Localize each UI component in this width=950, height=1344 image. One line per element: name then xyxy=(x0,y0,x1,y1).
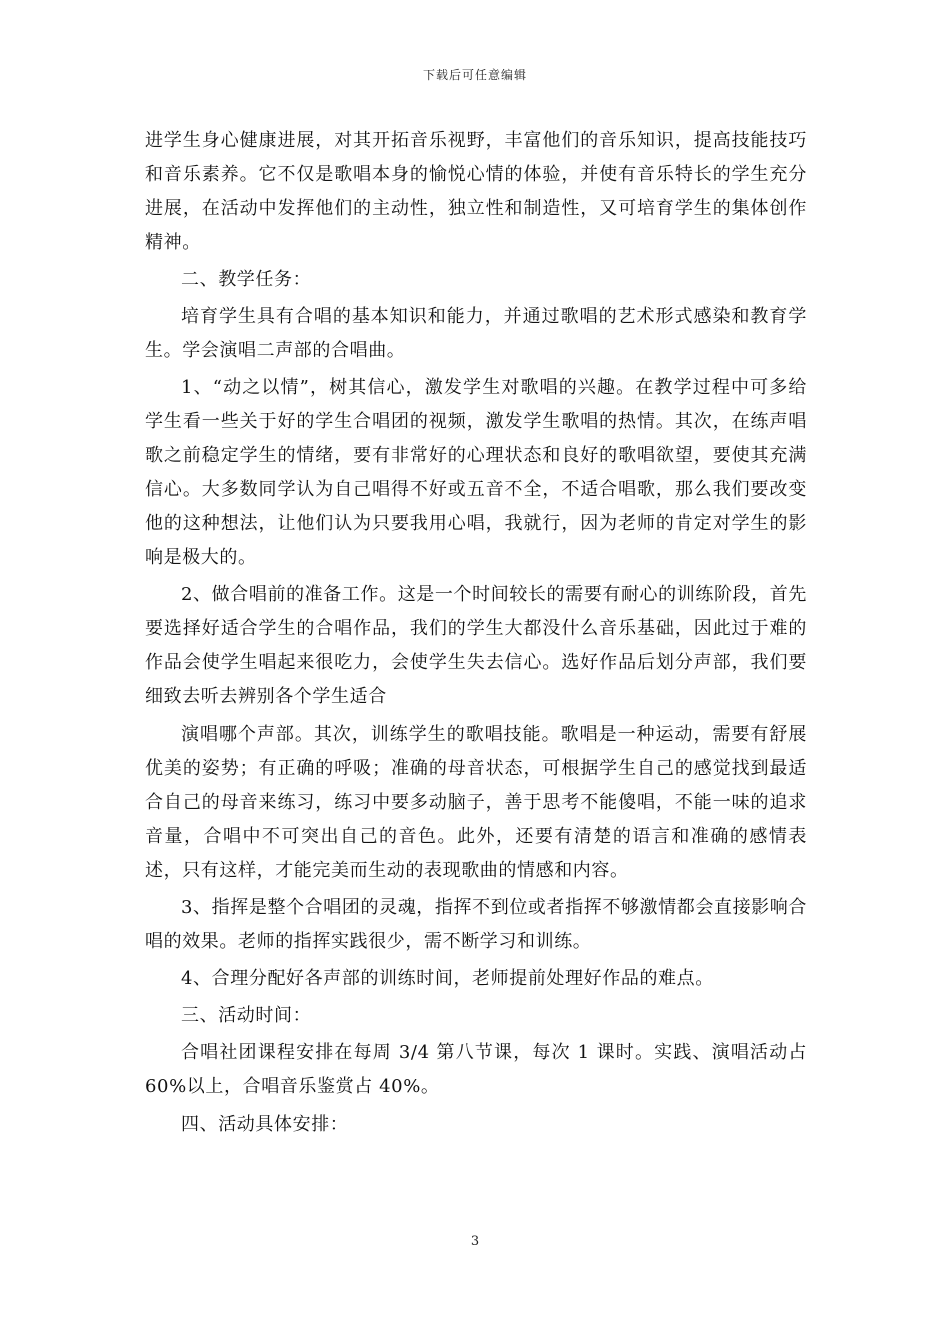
heading-teaching-tasks: 二、教学任务： xyxy=(181,269,312,290)
paragraph-teaching-goal: 培育学生具有合唱的基本知识和能力，并通过歌唱的艺术形式感染和教育学生。学会演唱二声部的合唱曲。 xyxy=(145,306,807,361)
paragraph-activity-time: 合唱社团课程安排在每周 3/4 第八节课，每次 1 课时。实践、演唱活动占 60%以上，合唱音乐鉴赏占 40%。 xyxy=(145,1042,807,1097)
page-header: 下载后可任意编辑 xyxy=(422,68,527,82)
heading-activity-time: 三、活动时间： xyxy=(181,1005,312,1026)
paragraph-task-1: 1、“动之以情”，树其信心，激发学生对歌唱的兴趣。在教学过程中可多给学生看一些关于好的学生合唱团的视频，激发学生歌唱的热情。其次，在练声唱歌之前稳定学生的情绪，要有非常好的心理状态和良好的歌唱欲望，要使其充满信心。大多数同学认为自己唱得不好或五音不全，不适合唱歌，那么我们要改变他的这种想法，让他们认为只要我用心唱，我就行，因为老师的肯定对学生的影响是极大的。 xyxy=(145,377,807,568)
document-body xyxy=(145,124,807,1142)
paragraph-task-2-continued: 演唱哪个声部。其次，训练学生的歌唱技能。歌唱是一种运动，需要有舒展优美的姿势；有正确的呼吸；准确的母音状态，可根据学生自己的感觉找到最适合自己的母音来练习，练习中要多动脑子，善于思考不能傻唱，不能一味的追求音量，合唱中不可突出自己的音色。此外，还要有清楚的语言和准确的感情表述，只有这样，才能完美而生动的表现歌曲的情感和内容。 xyxy=(145,724,807,881)
paragraph-intro-continued: 进学生身心健康进展，对其开拓音乐视野，丰富他们的音乐知识，提高技能技巧和音乐素养。它不仅是歌唱本身的愉悦心情的体验，并使有音乐特长的学生充分进展，在活动中发挥他们的主动性，独立性和制造性，又可培育学生的集体创作精神。 xyxy=(145,130,807,253)
paragraph-task-3: 3、指挥是整个合唱团的灵魂，指挥不到位或者指挥不够激情都会直接影响合唱的效果。老师的指挥实践很少，需不断学习和训练。 xyxy=(145,897,807,952)
heading-activity-schedule: 四、活动具体安排： xyxy=(181,1114,349,1135)
page-number: 3 xyxy=(470,1234,480,1249)
paragraph-task-4: 4、合理分配好各声部的训练时间，老师提前处理好作品的难点。 xyxy=(181,968,714,989)
paragraph-task-2: 2、做合唱前的准备工作。这是一个时间较长的需要有耐心的训练阶段，首先要选择好适合学生的合唱作品，我们的学生大都没什么音乐基础，因此过于难的作品会使学生唱起来很吃力，会使学生失去信心。选好作品后划分声部，我们要细致去听去辨别各个学生适合 xyxy=(145,584,807,707)
